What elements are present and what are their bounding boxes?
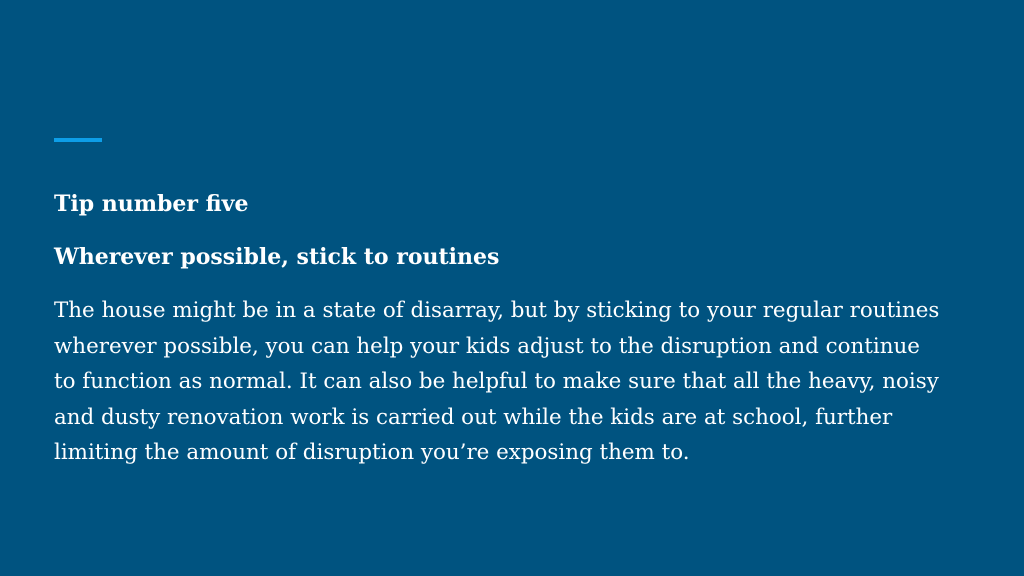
slide-subtitle: Wherever possible, stick to routines [54, 244, 500, 270]
body-line: and dusty renovation work is carried out while the kids are at school, further [54, 404, 893, 430]
tip-label: Tip number five [54, 191, 249, 217]
body-line: to function as normal. It can also be helpful to make sure that all the heavy, noisy [54, 369, 939, 394]
body-line: The house might be in a state of disarray, but by sticking to your regular routines [54, 298, 940, 323]
accent-bar [54, 138, 102, 142]
body-line: wherever possible, you can help your kids adjust to the disruption and continue [54, 333, 920, 359]
body-line: limiting the amount of disruption you’re exposing them to. [54, 440, 690, 465]
body-paragraph [54, 293, 994, 471]
